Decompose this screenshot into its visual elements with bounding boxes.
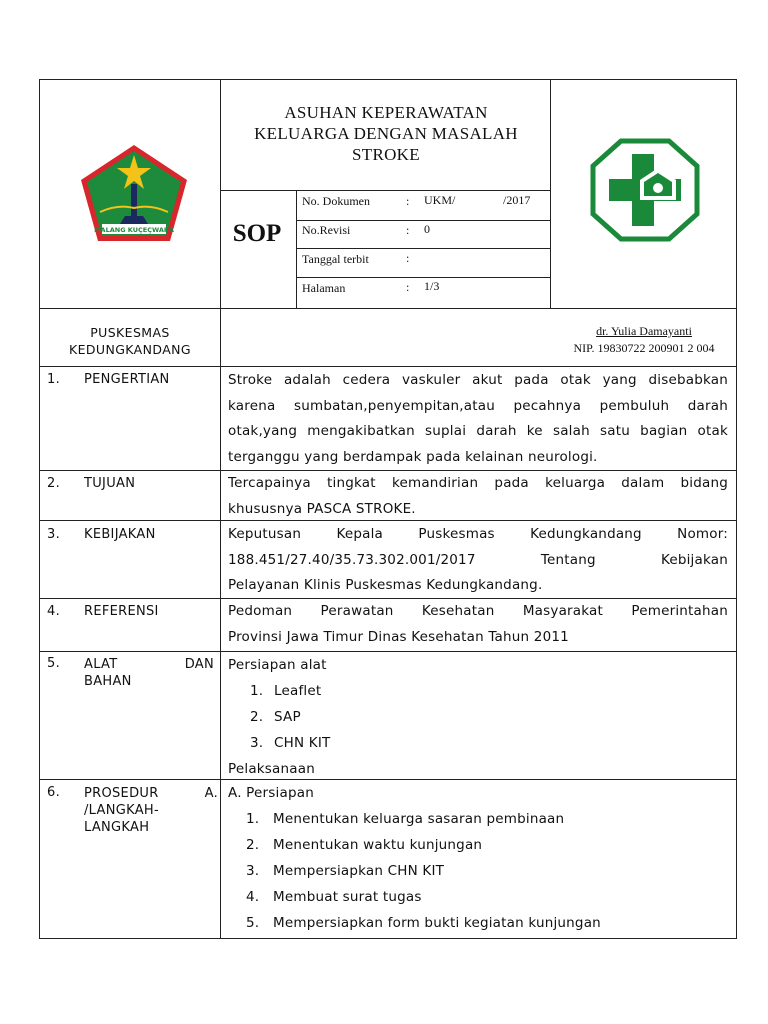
section-content	[228, 780, 728, 936]
list-item	[228, 910, 728, 936]
section-label: PENGERTIAN	[84, 372, 170, 387]
meta-sep: :	[406, 194, 410, 208]
content-line: Pelayanan Klinis Puskesmas Kedungkandang.	[228, 577, 543, 593]
section-content	[228, 368, 728, 470]
label-line: PROSEDUR A.	[84, 786, 218, 801]
meta-doc-number-year: /2017	[503, 193, 531, 207]
institution-line: PUSKESMAS	[90, 325, 170, 340]
meta-sep: :	[406, 280, 410, 294]
content-line: Stroke adalah cedera vaskuler akut pada otak yang disebabkan	[228, 372, 728, 388]
label-line: LANGKAH	[84, 820, 150, 835]
content-line: Tercapainya tingkat kemandirian pada keluarga dalam bidang	[228, 475, 728, 491]
section-label	[84, 656, 214, 690]
list-text: Menentukan keluarga sasaran pembinaan	[273, 811, 565, 827]
meta-page-label: Halaman	[302, 281, 346, 295]
list-text: SAP	[274, 709, 301, 725]
list-item	[228, 832, 728, 858]
content-line: Pedoman Perawatan Kesehatan Masyarakat Pemerintahan	[228, 603, 728, 619]
meta-revision-value: 0	[424, 222, 430, 236]
content-line: otak,yang mengakibatkan suplai darah ke salah satu bagian otak	[228, 423, 728, 439]
content-line: terganggu yang berdampak pada kelainan neurologi.	[228, 448, 598, 465]
content-line: Provinsi Jawa Timur Dinas Kesehatan Tahun 2011	[228, 628, 569, 645]
list-item	[228, 806, 728, 832]
list-number: 2.	[246, 837, 260, 853]
section-number: 5.	[47, 656, 61, 671]
content-outro: Pelaksanaan	[228, 761, 315, 777]
title-line: ASUHAN KEPERAWATAN	[284, 103, 488, 122]
meta-issue-date-label: Tanggal terbit	[302, 252, 369, 266]
section-label: REFERENSI	[84, 604, 159, 619]
list-number: 5.	[246, 915, 260, 931]
puskesmas-logo	[590, 138, 700, 242]
signatory-name: dr. Yulia Damayanti	[596, 324, 692, 338]
list-number: 3.	[246, 863, 260, 879]
label-line: BAHAN	[84, 674, 132, 689]
signatory-nip: NIP. 19830722 200901 2 004	[573, 341, 715, 355]
section-number: 4.	[47, 604, 61, 619]
title-line: KELUARGA DENGAN MASALAH	[254, 124, 518, 143]
list-number: 1.	[246, 811, 260, 827]
list-item	[228, 884, 728, 910]
list-text: Leaflet	[274, 683, 322, 699]
section-number: 6.	[47, 785, 61, 800]
meta-doc-number-label: No. Dokumen	[302, 194, 370, 208]
content-line: Keputusan Kepala Puskesmas Kedungkandang Nomor:	[228, 526, 728, 542]
section-number: 1.	[47, 372, 61, 387]
institution-name	[40, 324, 220, 358]
list-text: Mempersiapkan CHN KIT	[273, 863, 445, 879]
list-item	[228, 858, 728, 884]
list-number: 1.	[250, 683, 264, 699]
section-content	[228, 652, 728, 782]
section-number: 2.	[47, 476, 61, 491]
section-label: KEBIJAKAN	[84, 527, 156, 542]
meta-revision-label: No.Revisi	[302, 223, 351, 237]
meta-doc-number-value: UKM/	[424, 193, 456, 207]
section-content	[228, 522, 728, 599]
content-intro: Persiapan alat	[228, 657, 327, 673]
section-label	[84, 785, 218, 836]
list-number: 2.	[250, 709, 264, 725]
content-line: khususnya PASCA STROKE.	[228, 500, 416, 517]
meta-page-value: 1/3	[424, 279, 440, 293]
list-number: 3.	[250, 735, 264, 751]
section-number: 3.	[47, 527, 61, 542]
list-text: Mempersiapkan form bukti kegiatan kunjungan	[273, 915, 601, 931]
list-text: Menentukan waktu kunjungan	[273, 837, 483, 853]
section-label: TUJUAN	[84, 476, 136, 491]
list-text: Membuat surat tugas	[273, 889, 422, 905]
label-line: /LANGKAH-	[84, 803, 159, 818]
list-item	[228, 704, 728, 730]
signatory	[552, 323, 736, 357]
list-number: 4.	[246, 889, 260, 905]
meta-sep: :	[406, 251, 410, 265]
content-line: karena sumbatan,penyempitan,atau pecahnya pembuluh darah	[228, 397, 728, 414]
section-content	[228, 471, 728, 522]
emblem-motto-text: MALANG KUÇEÇWARA	[94, 226, 174, 234]
title-line: STROKE	[352, 145, 420, 164]
institution-line: KEDUNGKANDANG	[69, 342, 191, 357]
content-intro: A. Persiapan	[228, 785, 314, 801]
sop-label: SOP	[232, 220, 282, 247]
document-title	[222, 102, 550, 165]
label-line: ALAT DAN	[84, 657, 214, 672]
list-item	[228, 730, 728, 756]
section-content	[228, 599, 728, 650]
meta-sep: :	[406, 223, 410, 237]
content-line: 188.451/27.40/35.73.302.001/2017 Tentang Kebijakan	[228, 551, 728, 568]
list-text: CHN KIT	[274, 735, 331, 751]
list-item	[228, 678, 728, 704]
malang-emblem-logo	[78, 142, 190, 244]
